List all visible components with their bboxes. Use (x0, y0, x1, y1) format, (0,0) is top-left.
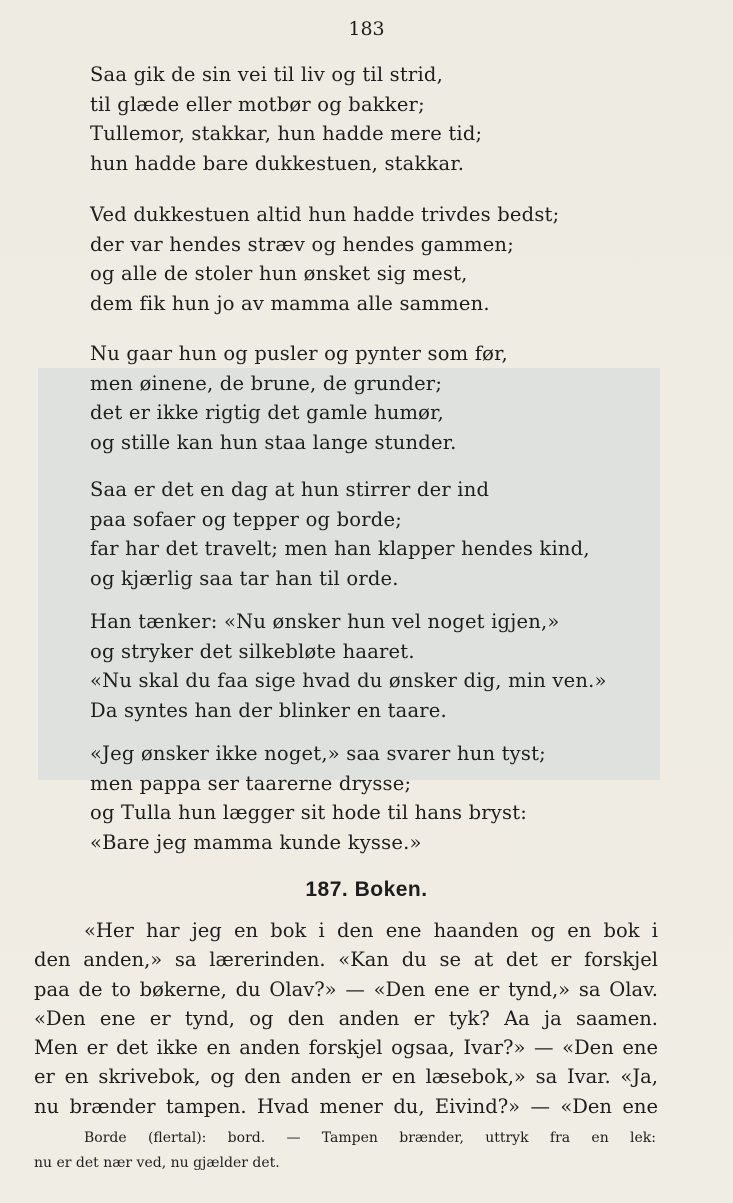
prose-line: er en skrivebok, og den anden er en læsebok,» sa Ivar. «Ja, (34, 1065, 658, 1089)
verse-line: Saa er det en dag at hun stirrer der ind (90, 478, 490, 501)
prose-line: Men er det ikke en anden forskjel ogsaa, Ivar?» — «Den ene (34, 1036, 658, 1060)
stanza-4 (90, 475, 590, 593)
stanza-1 (90, 60, 482, 178)
verse-line: «Nu skal du faa sige hvad du ønsker dig, min ven.» (90, 669, 607, 692)
page-number: 183 (348, 18, 385, 40)
prose-paragraph (34, 916, 658, 1121)
verse-line: Da syntes han der blinker en taare. (90, 698, 447, 722)
footnote-line: nu er det nær ved, nu gjælder det. (34, 1155, 280, 1171)
verse-line: og stille kan hun staa lange stunder. (90, 430, 457, 454)
verse-line: men pappa ser taarerne drysse; (90, 771, 412, 795)
stanza-5 (90, 607, 607, 725)
verse-line: Saa gik de sin vei til liv og til strid, (90, 63, 443, 86)
verse-line: «Jeg ønsker ikke noget,» saa svarer hun tyst; (90, 742, 546, 765)
verse-line: og kjærlig saa tar han til orde. (90, 566, 399, 590)
verse-line: paa sofaer og tepper og borde; (90, 507, 402, 531)
verse-line: «Bare jeg mamma kunde kysse.» (90, 830, 422, 854)
verse-line: Han tænker: «Nu ønsker hun vel noget igjen,» (90, 610, 560, 633)
footnote-line: Borde (flertal): bord. — Tampen brænder, uttryk fra en lek: (84, 1130, 656, 1146)
verse-line: og stryker det silkebløte haaret. (90, 639, 415, 663)
verse-line: og Tulla hun lægger sit hode til hans bryst: (90, 801, 528, 824)
verse-line: og alle de stoler hun ønsket sig mest, (90, 262, 468, 285)
stanza-2 (90, 200, 559, 318)
verse-line: Nu gaar hun og pusler og pynter som før, (90, 342, 508, 365)
prose-line: paa de to bøkerne, du Olav?» — «Den ene er tynd,» sa Olav. (34, 977, 658, 1001)
stanza-6 (90, 739, 546, 857)
verse-line: der var hendes stræv og hendes gammen; (90, 232, 514, 256)
prose-line: den anden,» sa lærerinden. «Kan du se at det er forskjel (34, 948, 658, 972)
footnote (34, 1126, 658, 1176)
section-heading: 187. Boken. (305, 878, 428, 901)
prose-line: «Den ene er tynd, og den anden er tyk? Aa ja saamen. (34, 1006, 658, 1030)
verse-line: hun hadde bare dukkestuen, stakkar. (90, 151, 465, 175)
prose-line: «Her har jeg en bok i den ene haanden og en bok i (84, 919, 658, 942)
verse-line: dem fik hun jo av mamma alle sammen. (90, 291, 490, 315)
verse-line: det er ikke rigtig det gamle humør, (90, 401, 444, 424)
verse-line: men øinene, de brune, de grunder; (90, 371, 443, 395)
stanza-3 (90, 339, 508, 457)
prose-line: nu brænder tampen. Hvad mener du, Eivind?» — «Den ene (34, 1094, 658, 1118)
verse-line: Ved dukkestuen altid hun hadde trivdes bedst; (90, 203, 560, 226)
verse-line: Tullemor, stakkar, hun hadde mere tid; (90, 122, 483, 145)
verse-line: far har det travelt; men han klapper hendes kind, (90, 537, 590, 560)
verse-line: til glæde eller motbør og bakker; (90, 92, 425, 116)
